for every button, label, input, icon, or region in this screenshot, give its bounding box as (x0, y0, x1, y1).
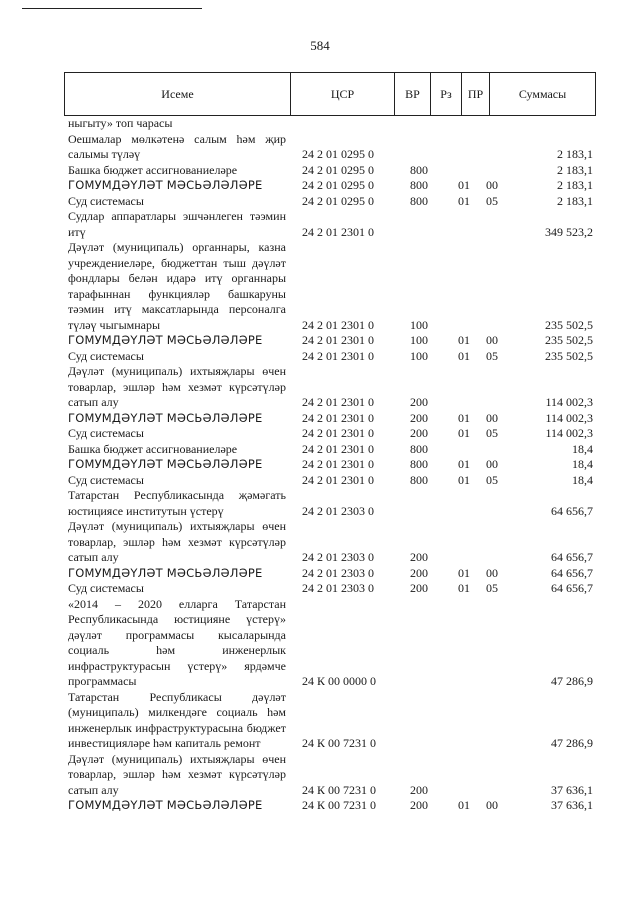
cell-csr: 24 К 00 7231 0 (302, 782, 377, 797)
cell-sum: 114 002,3 (545, 395, 593, 409)
cell-name: «2014 – 2020 елларга Татарстан Республикасында юстицияне үстерү» дәүләт программасы кысаларында социаль һәм инженерлык инфраструктурасын үстерү» ярдәмче программасы (68, 596, 286, 688)
cell-csr: 24 2 01 2301 0 (302, 317, 374, 332)
cell-csr: 24 К 00 7231 0 (302, 736, 377, 750)
table-row (68, 163, 593, 179)
cell-vr: 200 (410, 798, 428, 812)
cell-sum: 37 636,1 (551, 798, 593, 812)
cell-name: Дәүләт (муниципаль) ихтыяҗлары өчен товарлар, эшләр һәм хезмәт күрсәтүләр сатып алу (68, 364, 286, 409)
cell-vr: 100 (410, 348, 428, 363)
cell-csr: 24 2 01 2303 0 (302, 581, 374, 595)
table-row (68, 349, 593, 365)
cell-csr: 24 2 01 2303 0 (302, 565, 374, 580)
cell-vr: 200 (410, 550, 428, 564)
cell-sum: 18,4 (572, 457, 593, 471)
column-header-pr: ПР (462, 73, 490, 115)
table-row (68, 132, 593, 163)
cell-sum: 2 183,1 (557, 193, 593, 208)
cell-csr: 24 2 01 2303 0 (302, 503, 374, 518)
cell-rz: 01 (458, 410, 470, 425)
cell-pr: 05 (486, 581, 498, 595)
table-row (68, 566, 593, 582)
cell-name: ГОМУМДӘҮЛӘТ МӘСЬӘЛӘЛӘРЕ (68, 798, 263, 812)
table-body (68, 116, 593, 814)
cell-rz: 01 (458, 457, 470, 471)
column-header-rz: Рз (431, 73, 462, 115)
cell-sum: 114 002,3 (545, 410, 593, 425)
table-row (68, 473, 593, 489)
cell-name: Суд системасы (68, 581, 144, 595)
cell-name: Суд системасы (68, 348, 144, 363)
cell-pr: 00 (486, 565, 498, 580)
cell-csr: 24 2 01 0295 0 (302, 193, 374, 208)
cell-csr: 24 К 00 7231 0 (302, 798, 377, 812)
cell-csr: 24 2 01 2301 0 (302, 395, 374, 409)
cell-csr: 24 2 01 2301 0 (302, 333, 374, 347)
cell-sum: 37 636,1 (551, 782, 593, 797)
cell-name: Татарстан Республикасында җәмәгать юстициясе институтын үстерү (68, 488, 286, 518)
table-row (68, 690, 593, 752)
table-row (68, 442, 593, 458)
cell-vr: 200 (410, 565, 428, 580)
cell-vr: 200 (410, 426, 428, 440)
cell-vr: 800 (410, 178, 428, 192)
cell-pr: 00 (486, 457, 498, 471)
cell-csr: 24 2 01 2301 0 (302, 410, 374, 425)
table-row (68, 209, 593, 240)
cell-pr: 05 (486, 193, 498, 208)
table-row (68, 519, 593, 566)
cell-vr: 200 (410, 782, 428, 797)
cell-name: Судлар аппаратлары эшчәнлеген тәэмин итү (68, 209, 286, 239)
cell-sum: 18,4 (572, 472, 593, 487)
top-rule (22, 8, 202, 9)
cell-rz: 01 (458, 178, 470, 192)
table-row (68, 194, 593, 210)
cell-name: Оешмалар мөлкәтенә салым һәм җир салымы түләү (68, 131, 286, 161)
cell-csr: 24 2 01 2301 0 (302, 224, 374, 239)
cell-sum: 235 502,5 (545, 348, 593, 363)
cell-name: ГОМУМДӘҮЛӘТ МӘСЬӘЛӘЛӘРЕ (68, 410, 263, 425)
cell-csr: 24 2 01 2301 0 (302, 457, 374, 471)
cell-name: ныгыту» топ чарасы (68, 116, 173, 130)
cell-csr: 24 2 01 2301 0 (302, 426, 374, 440)
cell-sum: 114 002,3 (545, 426, 593, 440)
cell-name: ГОМУМДӘҮЛӘТ МӘСЬӘЛӘЛӘРЕ (68, 457, 263, 471)
cell-name: Башка бюджет ассигнованиеләре (68, 162, 238, 177)
cell-sum: 47 286,9 (551, 674, 593, 688)
cell-name: Дәүләт (муниципаль) ихтыяҗлары өчен товарлар, эшләр һәм хезмәт күрсәтүләр сатып алу (68, 751, 286, 797)
cell-csr: 24 2 01 2303 0 (302, 550, 374, 564)
cell-pr: 00 (486, 333, 498, 347)
cell-sum: 64 656,7 (551, 565, 593, 580)
table-row (68, 597, 593, 690)
cell-name: ГОМУМДӘҮЛӘТ МӘСЬӘЛӘЛӘРЕ (68, 178, 263, 192)
cell-name: Дәүләт (муниципаль) ихтыяҗлары өчен товарлар, эшләр һәм хезмәт күрсәтүләр сатып алу (68, 519, 286, 564)
table-row (68, 178, 593, 194)
cell-csr: 24 2 01 2301 0 (302, 441, 374, 456)
cell-pr: 00 (486, 410, 498, 425)
cell-name: ГОМУМДӘҮЛӘТ МӘСЬӘЛӘЛӘРЕ (68, 333, 263, 347)
cell-csr: 24 2 01 0295 0 (302, 162, 374, 177)
cell-name: Суд системасы (68, 426, 144, 440)
table-row (68, 752, 593, 799)
cell-pr: 00 (486, 798, 498, 812)
cell-sum: 64 656,7 (551, 503, 593, 518)
table-row (68, 240, 593, 333)
cell-csr: 24 2 01 0295 0 (302, 147, 374, 161)
cell-rz: 01 (458, 472, 470, 487)
cell-rz: 01 (458, 333, 470, 347)
cell-rz: 01 (458, 193, 470, 208)
cell-rz: 01 (458, 798, 470, 812)
cell-vr: 200 (410, 395, 428, 409)
cell-rz: 01 (458, 348, 470, 363)
cell-csr: 24 2 01 0295 0 (302, 178, 374, 192)
cell-sum: 2 183,1 (557, 147, 593, 161)
cell-vr: 800 (410, 193, 428, 208)
table-row (68, 364, 593, 411)
cell-sum: 18,4 (572, 441, 593, 456)
cell-sum: 235 502,5 (545, 317, 593, 332)
column-header-csr: ЦСР (291, 73, 395, 115)
cell-rz: 01 (458, 565, 470, 580)
cell-name: Суд системасы (68, 472, 144, 487)
cell-vr: 100 (410, 333, 428, 347)
cell-pr: 00 (486, 178, 498, 192)
cell-vr: 800 (410, 472, 428, 487)
cell-sum: 47 286,9 (551, 736, 593, 750)
cell-name: Дәүләт (муниципаль) органнары, казна учреждениеләре, бюджеттан тыш дәүләт фондлары белән идарә итү органнары тарафыннан функцияләр башкаруны тәэмин итү максатларында персоналга түләү чыгымнары (68, 240, 286, 332)
table-row (68, 333, 593, 349)
cell-rz: 01 (458, 581, 470, 595)
cell-csr: 24 К 00 0000 0 (302, 674, 377, 688)
cell-vr: 200 (410, 581, 428, 595)
table-row (68, 488, 593, 519)
table-row (68, 457, 593, 473)
cell-pr: 05 (486, 426, 498, 440)
table-header (64, 72, 596, 116)
table-row (68, 426, 593, 442)
cell-pr: 05 (486, 472, 498, 487)
page-number: 584 (310, 38, 330, 53)
table-row (68, 798, 593, 814)
cell-name: ГОМУМДӘҮЛӘТ МӘСЬӘЛӘЛӘРЕ (68, 565, 263, 580)
table-row (68, 581, 593, 597)
cell-vr: 800 (410, 162, 428, 177)
cell-vr: 200 (410, 410, 428, 425)
table-row (68, 411, 593, 427)
cell-sum: 2 183,1 (557, 162, 593, 177)
cell-sum: 235 502,5 (545, 333, 593, 347)
cell-name: Суд системасы (68, 193, 144, 208)
column-header-sum: Суммасы (518, 86, 567, 101)
cell-csr: 24 2 01 2301 0 (302, 472, 374, 487)
cell-name: Татарстан Республикасы дәүләт (муниципаль) милкендәге социаль һәм инженерлык инфраструктурасына бюджет инвестицияләре һәм капиталь ремонт (68, 689, 286, 750)
cell-sum: 349 523,2 (545, 224, 593, 239)
cell-pr: 05 (486, 348, 498, 363)
cell-vr: 800 (410, 441, 428, 456)
cell-rz: 01 (458, 426, 470, 440)
cell-vr: 800 (410, 457, 428, 471)
column-header-vr: ВР (395, 73, 431, 115)
cell-sum: 64 656,7 (551, 550, 593, 564)
cell-name: Башка бюджет ассигнованиеләре (68, 441, 238, 456)
cell-csr: 24 2 01 2301 0 (302, 348, 374, 363)
table-row (68, 116, 593, 132)
cell-vr: 100 (410, 317, 428, 332)
column-header-name: Исеме (65, 73, 291, 115)
cell-sum: 2 183,1 (557, 178, 593, 192)
cell-sum: 64 656,7 (551, 581, 593, 595)
